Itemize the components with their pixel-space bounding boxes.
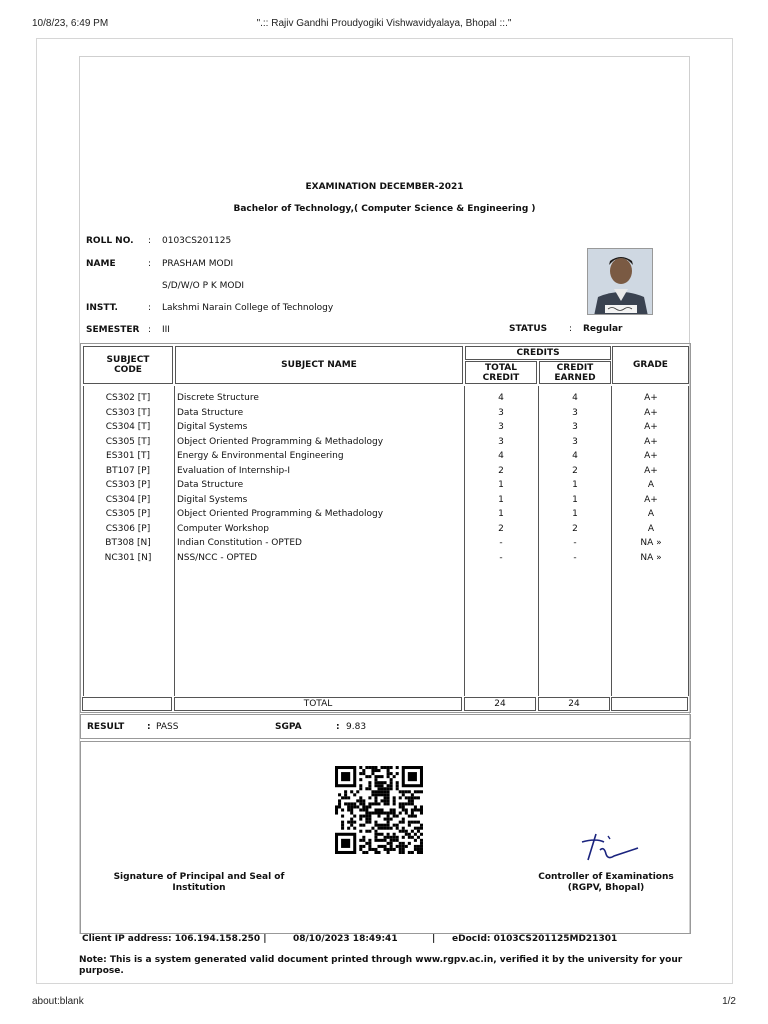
sgpa-value: 9.83: [346, 722, 367, 732]
print-page-number: 1/2: [722, 996, 736, 1007]
semester-row: SEMESTER : III: [86, 325, 170, 335]
row-credit-earned: 2: [572, 523, 578, 534]
print-header: [32, 18, 736, 32]
signature-box: [80, 741, 691, 934]
row-subject-name: Object Oriented Programming & Methadology: [177, 436, 384, 447]
row-subject-code: CS305 [T]: [105, 436, 151, 447]
student-photo: [587, 248, 653, 315]
row-subject-code: CS302 [T]: [105, 393, 151, 403]
header-subject-name: SUBJECT NAME: [175, 346, 463, 384]
system-note: Note: This is a system generated valid document printed through www.rgpv.ac.in, verified it by the university for your purpose.: [79, 955, 683, 976]
row-subject-name: Data Structure: [177, 480, 244, 490]
row-credit-earned: 4: [572, 451, 578, 461]
print-timestamp: 08/10/2023 18:49:41: [293, 934, 398, 944]
row-total-credit: 1: [498, 494, 504, 505]
row-total-credit: 3: [498, 422, 504, 432]
status-value: Regular: [583, 324, 623, 334]
row-subject-name: Digital Systems: [177, 494, 248, 505]
header-grade: GRADE: [612, 346, 689, 384]
row-subject-code: NC301 [N]: [104, 552, 152, 563]
marks-table: [80, 343, 691, 713]
principal-signature-label: Signature of Principal and Seal of Institution: [113, 872, 285, 893]
row-grade: A+: [644, 393, 658, 403]
print-datetime: 10/8/23, 6:49 PM: [32, 18, 109, 29]
row-subject-name: Computer Workshop: [177, 523, 270, 534]
row-subject-name: Energy & Environmental Engineering: [177, 451, 344, 461]
relation-value: S/D/W/O P K MODI: [162, 281, 245, 291]
roll-label: ROLL NO.: [86, 236, 134, 246]
inst-row: INSTT. : Lakshmi Narain College of Technology: [86, 303, 334, 313]
controller-signature-icon: [574, 830, 644, 866]
row-total-credit: 4: [498, 451, 504, 461]
total-label: TOTAL: [174, 697, 462, 711]
status-label: STATUS: [509, 324, 548, 334]
row-grade: A: [647, 509, 655, 519]
row-total-credit: 2: [498, 523, 504, 534]
controller-signature-label: Controller of Examinations (RGPV, Bhopal): [538, 872, 674, 893]
row-subject-name: Discrete Structure: [177, 393, 259, 403]
row-subject-name: Indian Constitution - OPTED: [177, 538, 302, 548]
row-grade: NA »: [640, 538, 662, 548]
edoc-id: eDocId: 0103CS201125MD21301: [452, 934, 618, 944]
client-ip: Client IP address: 106.194.158.250 |: [82, 934, 267, 944]
row-grade: A+: [644, 436, 658, 447]
exam-title: EXAMINATION DECEMBER-2021: [305, 182, 464, 192]
row-grade: A+: [644, 422, 658, 432]
total-credit-value: 24: [464, 697, 536, 711]
inst-value: Lakshmi Narain College of Technology: [162, 303, 334, 313]
row-credit-earned: 1: [572, 494, 578, 505]
name-value: PRASHAM MODI: [162, 259, 234, 269]
row-total-credit: 2: [498, 465, 504, 476]
result-box: RESULT : PASS SGPA : 9.83: [80, 714, 691, 739]
header-subject-code: SUBJECT CODE: [83, 346, 173, 384]
row-subject-code: CS306 [P]: [105, 523, 151, 534]
row-grade: A+: [644, 465, 658, 476]
row-grade: A+: [644, 451, 658, 461]
row-subject-code: ES301 [T]: [106, 451, 150, 461]
row-grade: A+: [644, 407, 658, 418]
print-page-title: ".:: Rajiv Gandhi Proudyogiki Vishwavidyalaya, Bhopal ::.": [256, 18, 512, 29]
row-subject-code: CS305 [P]: [105, 509, 151, 519]
row-grade: A: [647, 523, 655, 534]
program-title: Bachelor of Technology,( Computer Science & Engineering ): [233, 204, 536, 214]
credit-earned-value: 24: [538, 697, 610, 711]
result-value: PASS: [156, 722, 179, 732]
roll-value: 0103CS201125: [162, 236, 232, 246]
roll-row: ROLL NO. : 0103CS201125: [86, 236, 232, 246]
row-credit-earned: 3: [572, 422, 578, 432]
row-subject-name: Data Structure: [177, 407, 244, 418]
status-row: STATUS : Regular: [509, 324, 623, 334]
row-total-credit: -: [499, 538, 503, 548]
row-subject-code: CS304 [T]: [105, 422, 151, 432]
row-credit-earned: 3: [572, 436, 578, 447]
row-credit-earned: -: [573, 538, 577, 548]
row-credit-earned: 3: [572, 407, 578, 418]
row-credit-earned: 2: [572, 465, 578, 476]
semester-value: III: [162, 325, 170, 335]
header-total-credit: TOTAL CREDIT: [465, 361, 537, 384]
student-photo-image: [588, 249, 653, 315]
row-subject-name: NSS/NCC - OPTED: [177, 552, 258, 563]
row-subject-code: CS303 [P]: [105, 480, 151, 490]
total-row: [80, 697, 691, 711]
row-total-credit: 4: [498, 393, 504, 403]
name-label: NAME: [86, 259, 116, 269]
row-total-credit: 3: [498, 436, 504, 447]
client-info-row: Client IP address: 106.194.158.250 | 08/10/2023 18:49:41 | eDocId: 0103CS201125MD21301: [82, 934, 618, 944]
row-subject-code: BT308 [N]: [105, 538, 151, 548]
row-grade: NA »: [640, 552, 662, 563]
row-total-credit: -: [499, 552, 503, 563]
result-label: RESULT: [87, 722, 125, 732]
name-row: NAME : PRASHAM MODI: [86, 259, 234, 269]
row-subject-code: CS303 [T]: [105, 407, 151, 418]
row-total-credit: 1: [498, 509, 504, 519]
row-credit-earned: -: [573, 552, 577, 563]
row-subject-name: Digital Systems: [177, 422, 248, 432]
sgpa-label: SGPA: [275, 722, 302, 732]
row-subject-code: BT107 [P]: [105, 465, 151, 476]
header-credits: CREDITS: [465, 346, 611, 360]
row-credit-earned: 4: [572, 393, 578, 403]
print-footer: [32, 996, 736, 1010]
row-subject-code: CS304 [P]: [105, 494, 151, 505]
semester-label: SEMESTER: [86, 325, 140, 335]
row-credit-earned: 1: [572, 509, 578, 519]
row-grade: A: [647, 480, 655, 490]
header-credit-earned: CREDIT EARNED: [539, 361, 611, 384]
row-credit-earned: 1: [572, 480, 578, 490]
row-subject-name: Object Oriented Programming & Methadology: [177, 509, 384, 519]
inst-label: INSTT.: [86, 303, 118, 313]
row-grade: A+: [644, 494, 658, 505]
qr-code-icon: [335, 765, 423, 855]
print-url: about:blank: [32, 996, 84, 1007]
row-total-credit: 3: [498, 407, 504, 418]
relation-row: [162, 281, 244, 291]
row-subject-name: Evaluation of Internship-I: [177, 465, 291, 476]
result-document: [79, 56, 690, 934]
row-total-credit: 1: [498, 480, 504, 490]
